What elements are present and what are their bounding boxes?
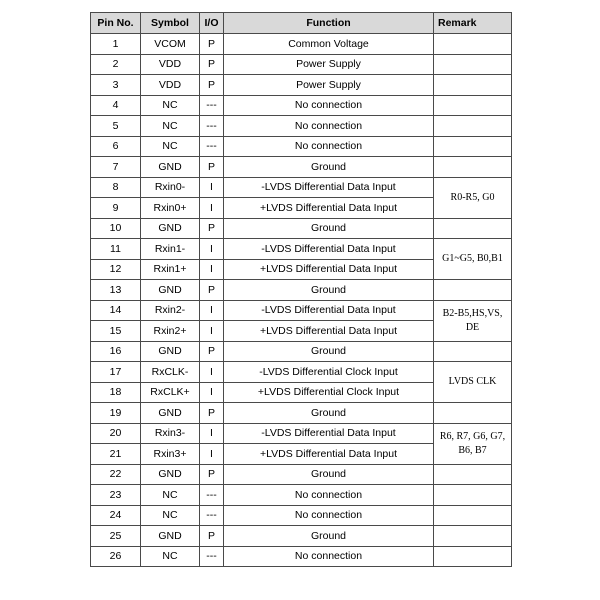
table-row <box>91 75 512 96</box>
pin-function: -LVDS Differential Data Input <box>224 423 434 444</box>
pin-symbol: NC <box>141 485 200 506</box>
header-symbol: Symbol <box>141 13 200 34</box>
table-row <box>91 54 512 75</box>
pin-remark-empty <box>434 505 512 526</box>
pin-function: Power Supply <box>224 54 434 75</box>
pin-function: No connection <box>224 505 434 526</box>
pin-function: Ground <box>224 157 434 178</box>
pin-symbol: GND <box>141 464 200 485</box>
pin-number: 18 <box>91 382 141 403</box>
table-row <box>91 423 512 444</box>
pin-number: 4 <box>91 95 141 116</box>
pin-function: No connection <box>224 95 434 116</box>
pin-number: 9 <box>91 198 141 219</box>
table-row <box>91 218 512 239</box>
pin-function: -LVDS Differential Clock Input <box>224 362 434 383</box>
pin-number: 15 <box>91 321 141 342</box>
pin-io: P <box>200 341 224 362</box>
pin-number: 8 <box>91 177 141 198</box>
header-function: Function <box>224 13 434 34</box>
pin-io: I <box>200 239 224 260</box>
pin-remark-empty <box>434 341 512 362</box>
pin-symbol: GND <box>141 526 200 547</box>
pin-io: P <box>200 403 224 424</box>
pin-number: 3 <box>91 75 141 96</box>
pin-remark: R6, R7, G6, G7, B6, B7 <box>434 423 512 464</box>
pin-io: --- <box>200 136 224 157</box>
pin-function: No connection <box>224 136 434 157</box>
pin-function: Ground <box>224 341 434 362</box>
pin-function: Ground <box>224 526 434 547</box>
pin-io: P <box>200 464 224 485</box>
pin-remark: R0-R5, G0 <box>434 177 512 218</box>
pin-function: +LVDS Differential Data Input <box>224 321 434 342</box>
pin-remark-empty <box>434 116 512 137</box>
pin-assignment-table <box>90 12 512 567</box>
header-pin-no: Pin No. <box>91 13 141 34</box>
pin-number: 26 <box>91 546 141 567</box>
pin-symbol: GND <box>141 157 200 178</box>
pin-function: +LVDS Differential Data Input <box>224 259 434 280</box>
pin-function: No connection <box>224 546 434 567</box>
pin-remark-empty <box>434 403 512 424</box>
pin-io: I <box>200 177 224 198</box>
table-row <box>91 300 512 321</box>
table-row <box>91 485 512 506</box>
pin-number: 19 <box>91 403 141 424</box>
pin-symbol: Rxin0- <box>141 177 200 198</box>
pin-io: I <box>200 423 224 444</box>
table-row <box>91 362 512 383</box>
pin-io: P <box>200 75 224 96</box>
pin-number: 11 <box>91 239 141 260</box>
pin-io: I <box>200 259 224 280</box>
pin-remark-empty <box>434 34 512 55</box>
pin-function: Ground <box>224 280 434 301</box>
pin-symbol: NC <box>141 95 200 116</box>
pin-remark-empty <box>434 464 512 485</box>
table-row <box>91 239 512 260</box>
pin-symbol: NC <box>141 546 200 567</box>
pin-number: 14 <box>91 300 141 321</box>
pin-remark-empty <box>434 136 512 157</box>
pin-symbol: GND <box>141 280 200 301</box>
pin-number: 25 <box>91 526 141 547</box>
pin-io: P <box>200 34 224 55</box>
pin-symbol: Rxin3+ <box>141 444 200 465</box>
pin-function: -LVDS Differential Data Input <box>224 177 434 198</box>
pin-symbol: VDD <box>141 75 200 96</box>
pin-io: I <box>200 300 224 321</box>
pin-remark-empty <box>434 280 512 301</box>
table-row <box>91 464 512 485</box>
pin-io: I <box>200 198 224 219</box>
pin-symbol: Rxin1+ <box>141 259 200 280</box>
pin-io: P <box>200 157 224 178</box>
table-row <box>91 280 512 301</box>
pin-remark-empty <box>434 95 512 116</box>
pin-number: 10 <box>91 218 141 239</box>
pin-remark-empty <box>434 546 512 567</box>
pin-remark: G1~G5, B0,B1 <box>434 239 512 280</box>
pin-function: No connection <box>224 485 434 506</box>
table-row <box>91 526 512 547</box>
pin-io: I <box>200 321 224 342</box>
pin-remark-empty <box>434 218 512 239</box>
pin-symbol: Rxin1- <box>141 239 200 260</box>
pin-number: 1 <box>91 34 141 55</box>
header-row <box>91 13 512 34</box>
table-row <box>91 95 512 116</box>
pin-io: P <box>200 526 224 547</box>
pin-symbol: VDD <box>141 54 200 75</box>
pin-symbol: Rxin2- <box>141 300 200 321</box>
pin-symbol: NC <box>141 505 200 526</box>
pin-number: 13 <box>91 280 141 301</box>
pin-remark: B2-B5,HS,VS, DE <box>434 300 512 341</box>
pin-function: +LVDS Differential Data Input <box>224 444 434 465</box>
table-row <box>91 34 512 55</box>
table-row <box>91 403 512 424</box>
table-row <box>91 546 512 567</box>
pin-number: 17 <box>91 362 141 383</box>
pin-function: Common Voltage <box>224 34 434 55</box>
pin-remark-empty <box>434 526 512 547</box>
pin-symbol: GND <box>141 403 200 424</box>
pin-symbol: GND <box>141 341 200 362</box>
table-row <box>91 116 512 137</box>
pin-remark-empty <box>434 75 512 96</box>
pin-io: I <box>200 444 224 465</box>
pin-number: 16 <box>91 341 141 362</box>
table-row <box>91 341 512 362</box>
pin-number: 22 <box>91 464 141 485</box>
pin-number: 21 <box>91 444 141 465</box>
pin-remark-empty <box>434 54 512 75</box>
pin-function: -LVDS Differential Data Input <box>224 300 434 321</box>
pin-io: --- <box>200 116 224 137</box>
pin-symbol: Rxin0+ <box>141 198 200 219</box>
pin-remark-empty <box>434 157 512 178</box>
pin-io: --- <box>200 95 224 116</box>
pin-function: Ground <box>224 403 434 424</box>
pin-symbol: Rxin2+ <box>141 321 200 342</box>
table-row <box>91 505 512 526</box>
pin-io: P <box>200 54 224 75</box>
pin-io: --- <box>200 505 224 526</box>
pin-io: P <box>200 280 224 301</box>
pin-function: Power Supply <box>224 75 434 96</box>
pin-symbol: Rxin3- <box>141 423 200 444</box>
pin-function: Ground <box>224 464 434 485</box>
pin-function: +LVDS Differential Data Input <box>224 198 434 219</box>
pin-symbol: NC <box>141 136 200 157</box>
pin-io: P <box>200 218 224 239</box>
header-remark: Remark <box>434 13 512 34</box>
pin-io: I <box>200 382 224 403</box>
pin-number: 2 <box>91 54 141 75</box>
table-row <box>91 136 512 157</box>
pin-number: 6 <box>91 136 141 157</box>
pin-remark-empty <box>434 485 512 506</box>
pin-function: No connection <box>224 116 434 137</box>
pin-function: Ground <box>224 218 434 239</box>
pin-number: 24 <box>91 505 141 526</box>
pin-function: +LVDS Differential Clock Input <box>224 382 434 403</box>
pin-number: 23 <box>91 485 141 506</box>
pin-symbol: NC <box>141 116 200 137</box>
header-io: I/O <box>200 13 224 34</box>
pin-number: 5 <box>91 116 141 137</box>
pin-symbol: RxCLK- <box>141 362 200 383</box>
pin-symbol: RxCLK+ <box>141 382 200 403</box>
pin-number: 20 <box>91 423 141 444</box>
table-row <box>91 157 512 178</box>
table-row <box>91 177 512 198</box>
pin-io: --- <box>200 485 224 506</box>
pin-io: I <box>200 362 224 383</box>
pin-symbol: GND <box>141 218 200 239</box>
pin-table-container <box>90 12 511 567</box>
pin-function: -LVDS Differential Data Input <box>224 239 434 260</box>
pin-symbol: VCOM <box>141 34 200 55</box>
pin-io: --- <box>200 546 224 567</box>
pin-number: 12 <box>91 259 141 280</box>
pin-remark: LVDS CLK <box>434 362 512 403</box>
pin-number: 7 <box>91 157 141 178</box>
